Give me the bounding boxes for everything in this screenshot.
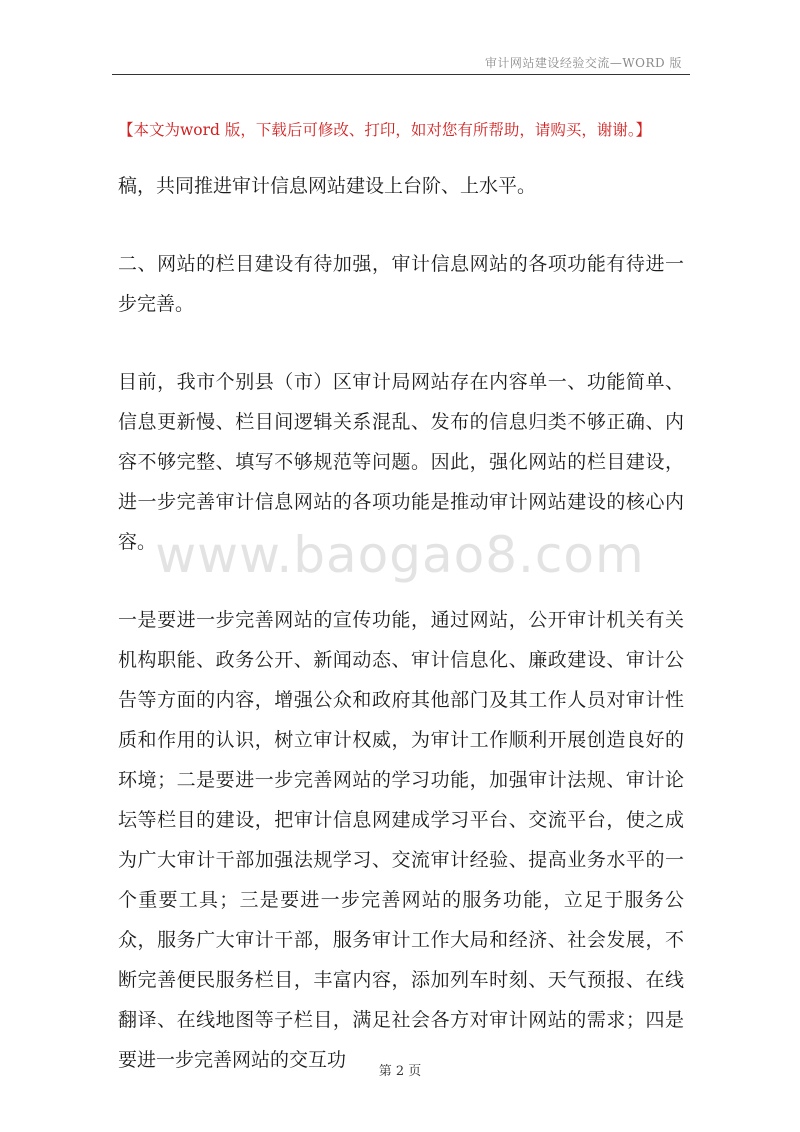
paragraph-3: 目前，我市个别县（市）区审计局网站存在内容单一、功能简单、信息更新慢、栏目间逻辑关系混乱、发布的信息归类不够正确、内容不够完整、填写不够规范等问题。因此，强化网站的栏目建设，进一步完善审计信息网站的各项功能是推动审计网站建设的核心内容。 xyxy=(118,371,684,553)
running-header: 审计网站建设经验交流—WORD 版 xyxy=(484,56,682,70)
watermark: www.baogao8.com xyxy=(155,526,645,584)
section-heading-2: 二、网站的栏目建设有待加强，审计信息网站的各项功能有待进一步完善。 xyxy=(118,253,684,315)
paragraph-1: 稿，共同推进审计信息网站建设上台阶、上水平。 xyxy=(118,175,537,197)
paragraph-4: 一是要进一步完善网站的宣传功能，通过网站，公开审计机关有关机构职能、政务公开、新闻动态、审计信息化、廉政建设、审计公告等方面的内容，增强公众和政府其他部门及其工作人员对审计性质和作用的认识，树立审计权威，为审计工作顺利开展创造良好的环境；二是要进一步完善网站的学习功能，加强审计法规、审计论坛等栏目的建设，把审计信息网建成学习平台、交流平台，使之成为广大审计干部加强法规学习、交流审计经验、提高业务水平的一个重要工具；三是要进一步完善网站的服务功能，立足于服务公众，服务广大审计干部，服务审计工作大局和经济、社会发展，不断完善便民服务栏目，丰富内容，添加列车时刻、天气预报、在线翻译、在线地图等子栏目，满足社会各方对审计网站的需求；四是要进一步完善网站的交互功 xyxy=(118,609,684,1071)
header-divider xyxy=(112,74,690,75)
document-body xyxy=(118,166,684,1080)
purchase-notice: 【本文为word 版，下载后可修改、打印，如对您有所帮助，请购买，谢谢。】 xyxy=(118,121,652,139)
page-number: 第 2 页 xyxy=(378,1064,422,1079)
